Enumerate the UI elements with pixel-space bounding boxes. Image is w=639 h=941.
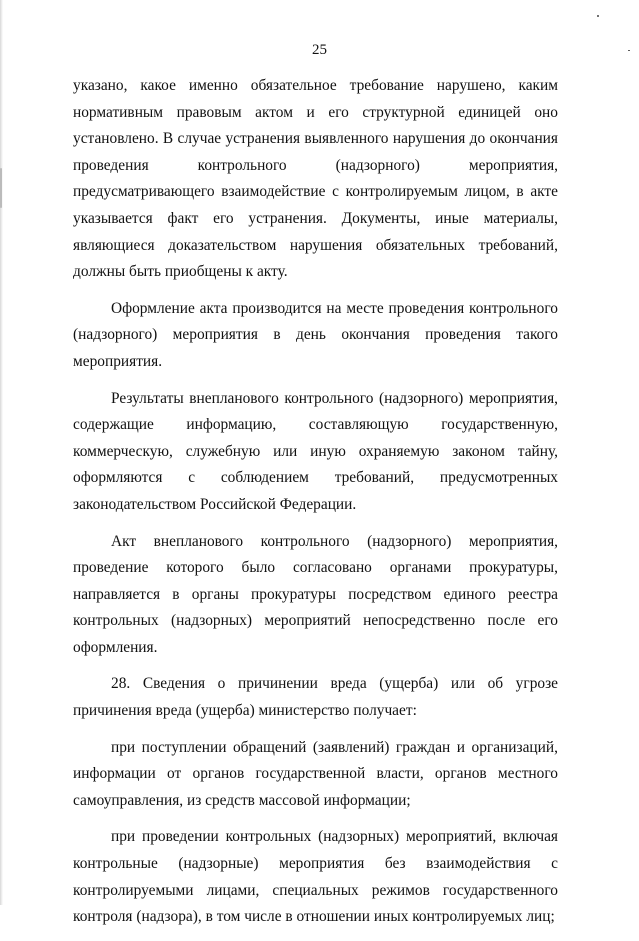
paragraph-1: указано, какое именно обязательное требование нарушено, каким нормативным правовым актом и его структурной единицей оно установлено. В случае устранения выявленного нарушения до окончания проведения контрольного (надзорного) мероприятия, предусматривающего взаимодействие с контролируемым лицом, в акте указывается факт его устранения. Документы, иные материалы, являющиеся доказательством нарушения обязательных требований, должны быть приобщены к акту.	[73, 77, 558, 281]
paragraph-6: при поступлении обращений (заявлений) граждан и организаций, информации от органов государственной власти, органов местного самоуправления, из средств массовой информации;	[73, 738, 558, 809]
paragraph-4: Акт внепланового контрольного (надзорного) мероприятия, проведение которого было согласовано органами прокуратуры, направляется в органы прокуратуры посредством единого реестра контрольных (надзорных) мероприятий непосредственно после его оформления.	[73, 532, 558, 656]
paragraph-7: при проведении контрольных (надзорных) мероприятий, включая контрольные (надзорные) мероприятия без взаимодействия с контролируемыми лицами, специальных режимов государственного контроля (надзора), в том числе в отношении иных контролируемых лиц;	[73, 828, 558, 926]
scan-speck-top-right	[597, 15, 599, 17]
paragraph-2: Оформление акта производится на месте проведения контрольного (надзорного) мероприятия в день окончания проведения такого мероприятия.	[73, 299, 558, 370]
document-body	[73, 73, 558, 941]
paragraph-3: Результаты внепланового контрольного (надзорного) мероприятия, содержащие информацию, составляющую государственную, коммерческую, служебную или иную охраняемую законом тайну, оформляются с соблюдением требований, предусмотренных законодательством Российской Федерации.	[73, 389, 558, 513]
scan-edge-shadow	[0, 0, 3, 905]
scan-speck-left	[0, 168, 2, 208]
page-number: 25	[312, 42, 327, 58]
paragraph-5-item-28: 28. Сведения о причинении вреда (ущерба) или об угрозе причинения вреда (ущерба) министерство получает:	[73, 675, 558, 720]
